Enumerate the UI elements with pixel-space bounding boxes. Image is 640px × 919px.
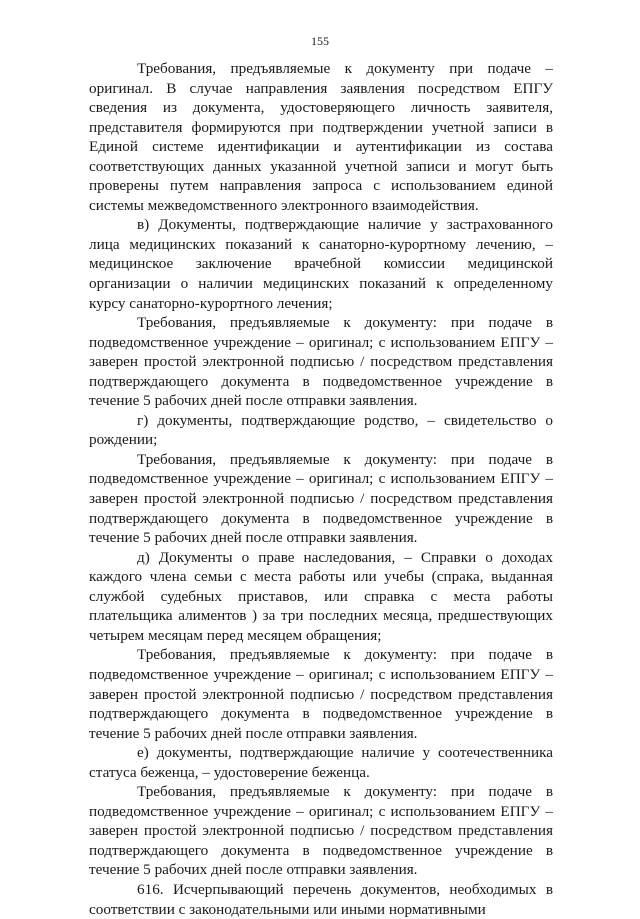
paragraph-item-d-inheritance: д) Документы о праве наследования, – Справки о доходах каждого члена семьи с места работы или учебы (спрака, выданная службой судебных приставов, или справка с места работы плательщика алиментов ) за три последних месяца, предшествующих четырем месяцам перед месяцем обращения; xyxy=(89,548,553,644)
page-number: 155 xyxy=(311,34,329,48)
paragraph-item-v-medical: в) Документы, подтверждающие наличие у застрахованного лица медицинских показаний к санаторно-курортному лечению, – медицинское заключение врачебной комиссии медицинской организации о наличии медицинских показаний к определенному курсу санаторно-курортного лечения; xyxy=(89,216,553,312)
paragraph-requirements: Требования, предъявляемые к документу: при подаче в подведомственное учреждение – оригинал; с использованием ЕПГУ – заверен простой электронной подписью / посредством представления подтверждающего документа в подведомственное учреждение в течение 5 рабочих дней после отправки заявления. xyxy=(89,783,553,879)
document-body xyxy=(89,59,553,919)
paragraph-item-e-refugee: е) документы, подтверждающие наличие у соотечественника статуса беженца, – удостоверение беженца. xyxy=(89,744,553,781)
paragraph-requirements: Требования, предъявляемые к документу: при подаче в подведомственное учреждение – оригинал; с использованием ЕПГУ – заверен простой электронной подписью / посредством представления подтверждающего документа в подведомственное учреждение в течение 5 рабочих дней после отправки заявления. xyxy=(89,450,553,547)
paragraph-requirements: Требования, предъявляемые к документу: при подаче в подведомственное учреждение – оригинал; с использованием ЕПГУ – заверен простой электронной подписью / посредством представления подтверждающего документа в подведомственное учреждение в течение 5 рабочих дней после отправки заявления. xyxy=(89,646,553,742)
paragraph-requirements-original: Требования, предъявляемые к документу при подаче – оригинал. В случае направления заявления посредством ЕПГУ сведения из документа, удостоверяющего личность заявителя, представителя формируются при подтверждении учетной записи в Единой системе идентификации и аутентификации из состава соответствующих данных указанной учетной записи и могут быть проверены путем направления запроса с использованием единой системы межведомственного электронного взаимодействия. xyxy=(89,60,553,214)
paragraph-616: 616. Исчерпывающий перечень документов, необходимых в соответствии с законодательными или иными нормативными xyxy=(89,880,553,918)
paragraph-requirements: Требования, предъявляемые к документу: при подаче в подведомственное учреждение – оригинал; с использованием ЕПГУ – заверен простой электронной подписью / посредством представления подтверждающего документа в подведомственное учреждение в течение 5 рабочих дней после отправки заявления. xyxy=(89,314,553,410)
paragraph-item-g-kinship: г) документы, подтверждающие родство, – свидетельство о рождении; xyxy=(89,411,553,449)
